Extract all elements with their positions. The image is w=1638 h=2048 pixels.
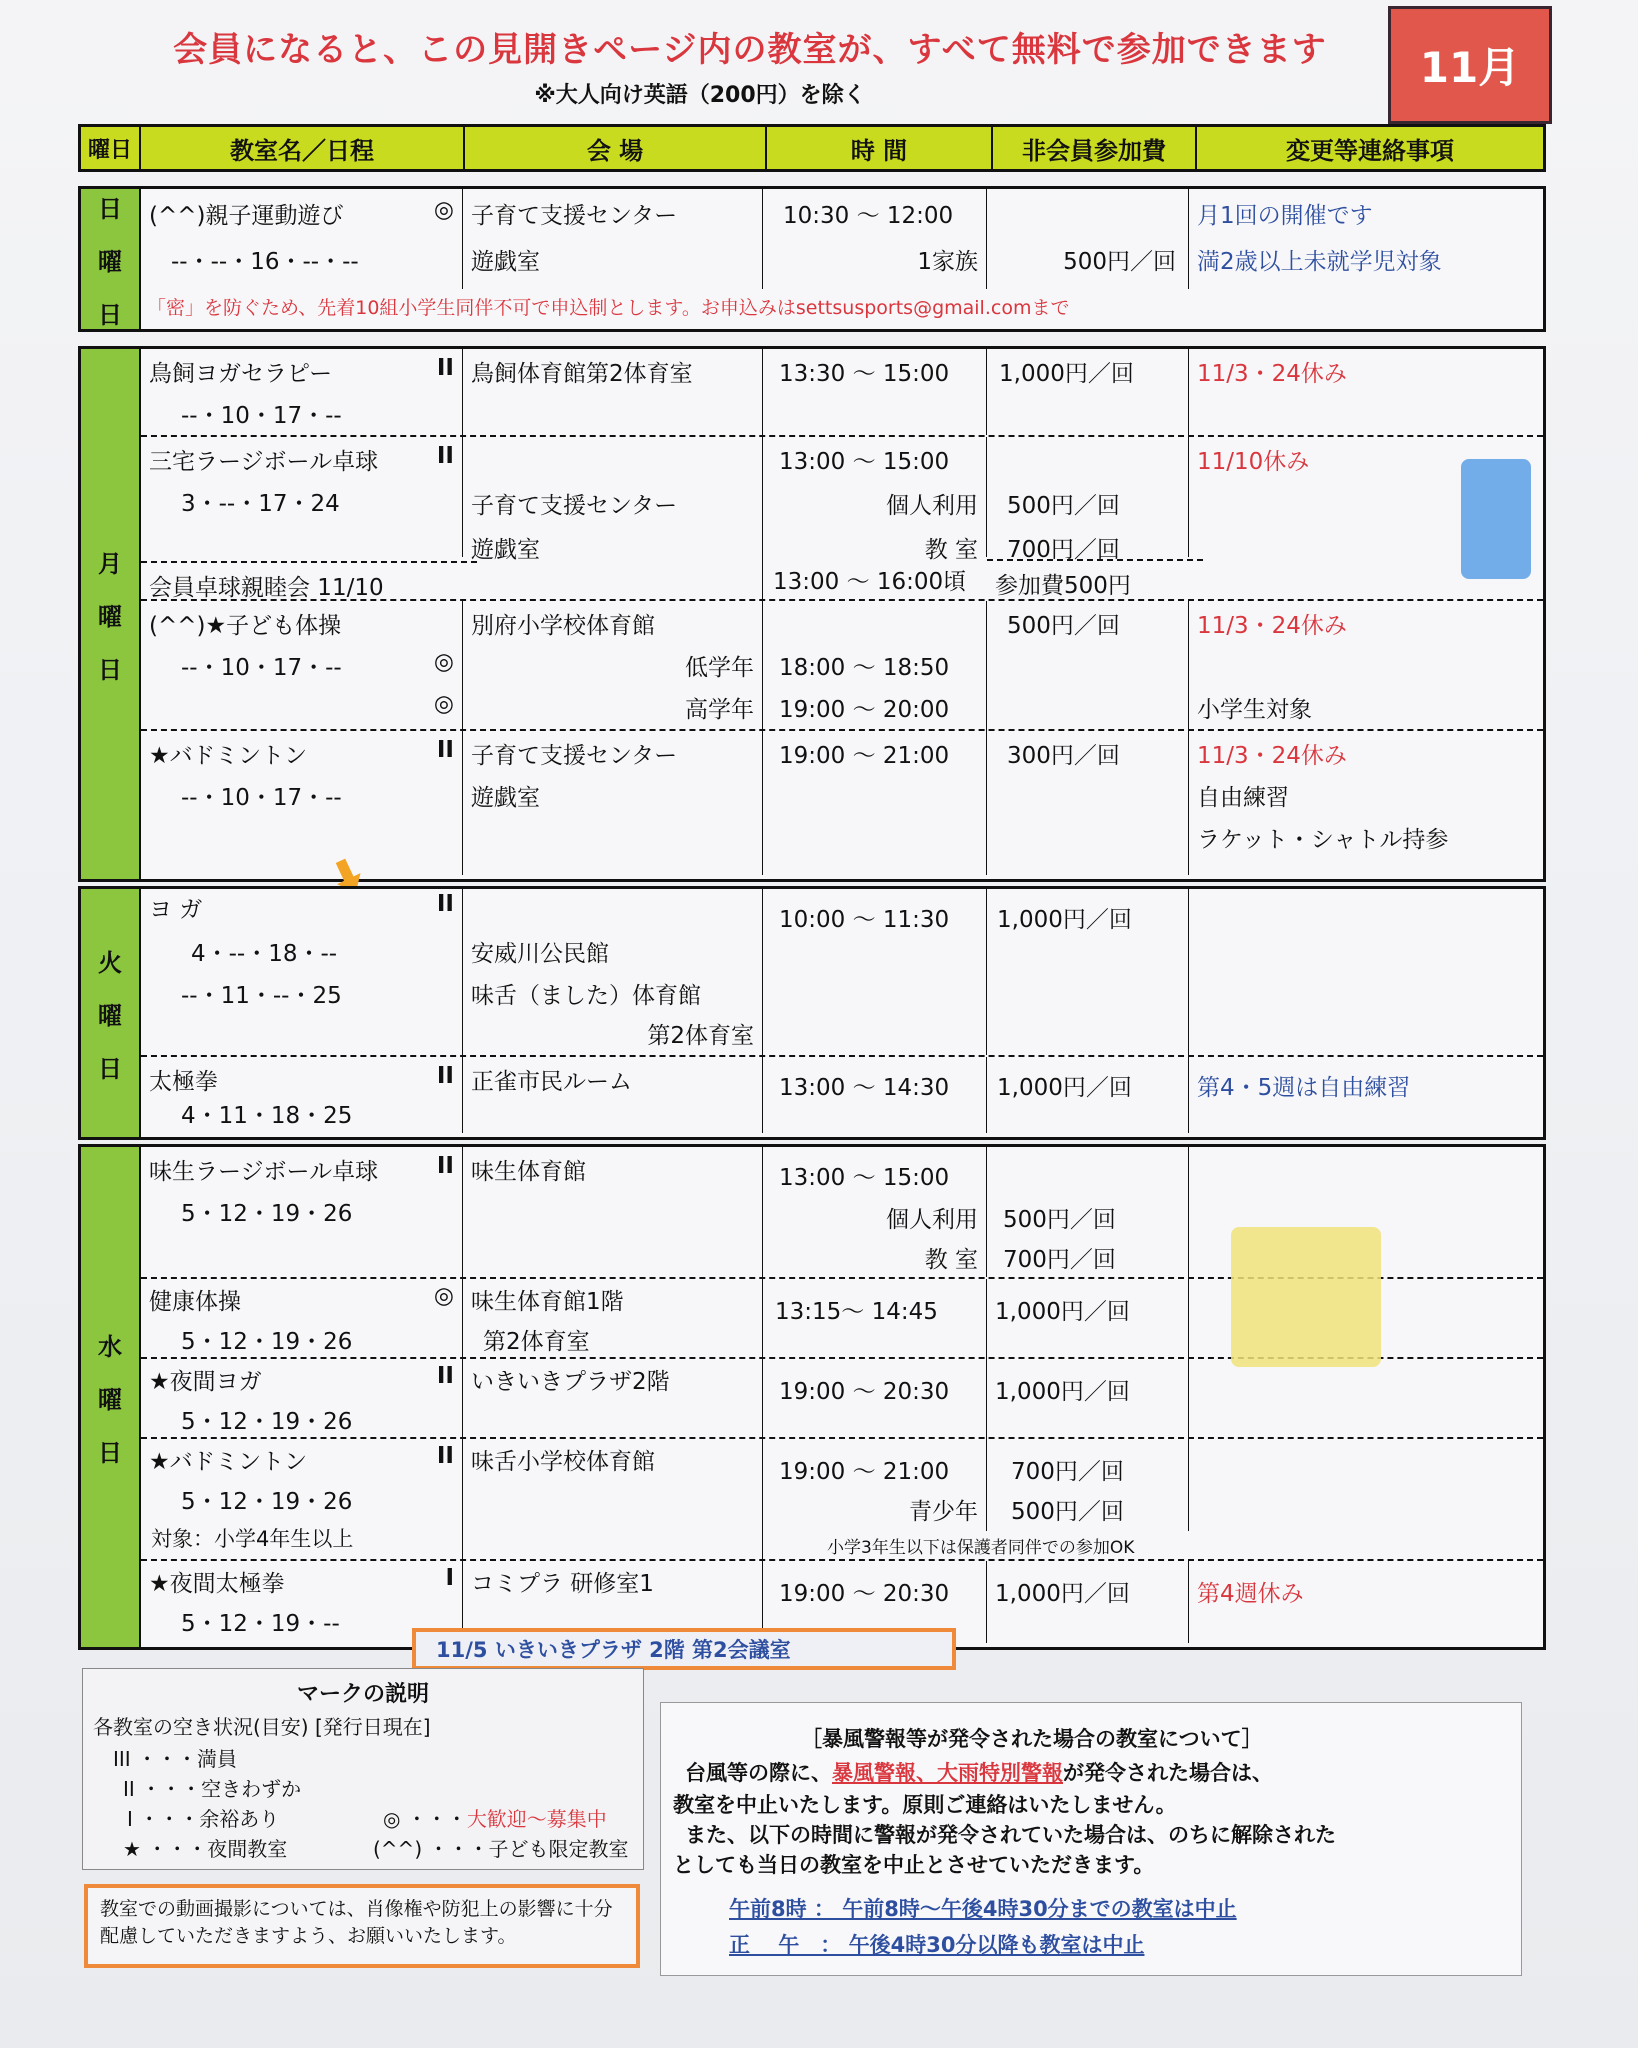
legend-title: マークの説明 xyxy=(296,1682,429,1707)
availability-mark: II xyxy=(436,891,454,917)
venue: 味生体育館 xyxy=(471,1159,586,1185)
month-badge: 11月 xyxy=(1388,6,1552,124)
header-day: 曜日 xyxy=(81,127,141,169)
class-dates: --・10・17・-- xyxy=(181,655,342,681)
storm-title: ［暴風警報等が発令された場合の教室について］ xyxy=(801,1727,1263,1751)
availability-mark: II xyxy=(436,737,454,763)
full-mark-icon: III xyxy=(113,1747,131,1771)
fee-category: 教 室 xyxy=(924,1247,978,1273)
venue: いきいきプラザ2階 xyxy=(471,1369,670,1395)
time: 13:30 〜 15:00 xyxy=(779,361,950,387)
table-row xyxy=(141,729,1543,875)
venue-room: 第2体育室 xyxy=(647,1023,754,1049)
mark-legend: マークの説明 各教室の空き状況(目安) [発行日現在] III ・・・満員 II ・・・空きわずか I ・・・余裕あり ★ ・・・夜間教室 ◎ ・・・大歓迎〜募集中 (^^) ・・・子ども限定教室 xyxy=(82,1668,644,1870)
sunday-block xyxy=(78,186,1546,332)
time: 10:30 〜 12:00 xyxy=(783,203,954,229)
fee: 参加費500円 xyxy=(987,559,1203,606)
availability-mark: II xyxy=(436,355,454,381)
availability-mark: II xyxy=(436,1443,454,1469)
venue: 安威川公民館 xyxy=(471,941,609,967)
table-header xyxy=(78,124,1546,172)
rule-noon: 正 午 ： 午後4時30分以降も教室は中止 xyxy=(729,1933,1145,1957)
class-dates: --・--・16・--・-- xyxy=(171,249,359,275)
availability-mark: ◎ xyxy=(433,649,454,675)
membership-banner: 会員になると、この見開きページ内の教室が、すべて無料で参加できます xyxy=(173,30,1327,70)
fee: 700円／回 xyxy=(1003,1247,1116,1273)
venue: 別府小学校体育館 xyxy=(471,613,655,639)
note: 自由練習 xyxy=(1197,785,1289,811)
note: 第4週休み xyxy=(1197,1581,1304,1607)
rule-8am: 午前8時 ： 午前8時〜午後4時30分までの教室は中止 xyxy=(729,1897,1237,1921)
fee: 1,000円／回 xyxy=(995,1379,1130,1405)
venue: 味舌（ました）体育館 xyxy=(471,983,701,1009)
note: 11/3・24休み xyxy=(1197,613,1347,639)
class-name: 太極拳 xyxy=(149,1069,218,1095)
header-venue: 会 場 xyxy=(465,127,767,169)
availability-mark: ◎ xyxy=(433,691,454,717)
guardian-note: 小学3年生以下は保護者同伴での参加OK xyxy=(827,1538,1135,1558)
table-row xyxy=(141,1357,1543,1439)
filming-notice: 教室での動画撮影については、肖像権や防犯上の影響に十分配慮していただきますよう、お願いいたします。 xyxy=(84,1884,640,1968)
class-name: (^^)★子ども体操 xyxy=(149,613,342,639)
availability-mark: II xyxy=(436,1363,454,1389)
time: 10:00 〜 11:30 xyxy=(779,907,950,933)
warning-types: 暴風警報、大雨特別警報 xyxy=(832,1761,1063,1785)
registration-note: 「密」を防ぐため、先着10組小学生同伴不可で申込制とします。お申込みはsettsusports@gmail.comまで xyxy=(147,297,1070,319)
fee: 1,000円／回 xyxy=(999,361,1134,387)
venue: 味生体育館1階 xyxy=(471,1289,624,1315)
wednesday-block xyxy=(78,1144,1546,1650)
class-dates: 5・12・19・-- xyxy=(181,1611,340,1637)
star-icon: ★ xyxy=(123,1837,141,1861)
time: 19:00 〜 20:30 xyxy=(779,1581,950,1607)
availability-mark: ◎ xyxy=(433,197,454,223)
exception-note: ※大人向け英語（200円）を除く xyxy=(534,83,866,108)
table-row xyxy=(141,1437,1543,1561)
fee-category: 教 室 xyxy=(924,537,978,563)
fee: 700円／回 xyxy=(1011,1459,1124,1485)
class-name: ★バドミントン xyxy=(149,1449,308,1475)
table-row xyxy=(141,435,1543,601)
class-name: ★夜間ヨガ xyxy=(149,1369,262,1395)
venue: 正雀市民ルーム xyxy=(471,1069,632,1095)
class-dates: 5・12・19・26 xyxy=(181,1201,353,1227)
venue: 子育て支援センター xyxy=(471,743,678,769)
venue-change-callout: 11/5 いきいきプラザ 2階 第2会議室 xyxy=(412,1628,956,1670)
time: 13:00 〜 15:00 xyxy=(779,449,950,475)
fee-category: 青少年 xyxy=(909,1499,978,1525)
class-dates: 4・11・18・25 xyxy=(181,1103,353,1129)
day-label-monday: 月 曜 日 xyxy=(81,349,141,879)
venue-room: 第2体育室 xyxy=(483,1329,590,1355)
table-row xyxy=(141,349,1543,435)
class-dates: 5・12・19・26 xyxy=(181,1409,353,1435)
class-name: ★バドミントン xyxy=(149,743,308,769)
time: 19:00 〜 20:00 xyxy=(779,697,950,723)
kids-face-icon: (^^) xyxy=(373,1837,423,1861)
fee-category: 個人利用 xyxy=(886,1207,978,1233)
fee-category: 個人利用 xyxy=(886,493,978,519)
table-row xyxy=(141,189,1543,289)
venue-room: 遊戯室 xyxy=(471,249,540,275)
fee: 1,000円／回 xyxy=(997,1075,1132,1101)
class-name: 三宅ラージボール卓球 xyxy=(149,449,379,475)
fee: 500円／回 xyxy=(1063,249,1176,275)
ping-pong-illustration xyxy=(1461,459,1531,579)
header-notes: 変更等連絡事項 xyxy=(1286,136,1454,165)
venue: 子育て支援センター xyxy=(471,493,678,519)
availability-mark: II xyxy=(436,1063,454,1089)
time: 13:15〜 14:45 xyxy=(775,1299,938,1325)
venue: コミプラ 研修室1 xyxy=(471,1571,654,1597)
venue: 子育て支援センター xyxy=(471,203,678,229)
target-note: 対象：小学4年生以上 xyxy=(151,1527,354,1551)
note: 満2歳以上未就学児対象 xyxy=(1197,249,1442,275)
note: 11/3・24休み xyxy=(1197,743,1347,769)
available-mark-icon: I xyxy=(127,1807,133,1831)
time: 13:00 〜 16:00頃 xyxy=(773,569,967,595)
time: 18:00 〜 18:50 xyxy=(779,655,950,681)
legend-subtitle: 各教室の空き状況(目安) [発行日現在] xyxy=(93,1715,431,1739)
fee: 1,000円／回 xyxy=(995,1299,1130,1325)
day-label-wednesday: 水 曜 日 xyxy=(81,1147,141,1647)
availability-mark: ◎ xyxy=(433,1283,454,1309)
fee: 500円／回 xyxy=(1007,613,1120,639)
double-circle-icon: ◎ xyxy=(383,1807,401,1831)
grade-label: 低学年 xyxy=(685,655,754,681)
note: 月1回の開催です xyxy=(1197,203,1373,229)
fee: 500円／回 xyxy=(1003,1207,1116,1233)
class-name: (^^)親子運動遊び xyxy=(149,203,344,229)
time: 19:00 〜 21:00 xyxy=(779,1459,950,1485)
class-name: 鳥飼ヨガセラピー xyxy=(149,361,333,387)
day-label-tuesday: 火 曜 日 xyxy=(81,889,141,1137)
venue-room: 遊戯室 xyxy=(471,537,540,563)
class-name: ヨ ガ xyxy=(149,897,203,923)
exercise-illustration xyxy=(1231,1227,1381,1367)
class-dates: 5・12・19・26 xyxy=(181,1489,353,1515)
class-dates: --・11・--・25 xyxy=(181,983,342,1009)
availability-mark: II xyxy=(436,1153,454,1179)
venue: 味舌小学校体育館 xyxy=(471,1449,655,1475)
note: 11/3・24休み xyxy=(1197,361,1347,387)
time: 19:00 〜 20:30 xyxy=(779,1379,950,1405)
class-dates: 5・12・19・26 xyxy=(181,1329,353,1355)
class-dates: --・10・17・-- xyxy=(181,403,342,429)
note: 小学生対象 xyxy=(1197,697,1312,723)
class-name: ★夜間太極拳 xyxy=(149,1571,285,1597)
note: 11/10休み xyxy=(1197,449,1310,475)
venue: 鳥飼体育館第2体育室 xyxy=(471,361,693,387)
class-dates: --・10・17・-- xyxy=(181,785,342,811)
class-name: 味生ラージボール卓球 xyxy=(149,1159,379,1185)
member-event: 会員卓球親睦会 11/10 xyxy=(141,561,477,608)
availability-mark: I xyxy=(445,1565,454,1591)
fee-unit: 1家族 xyxy=(917,249,978,275)
availability-mark: II xyxy=(436,443,454,469)
tuesday-block xyxy=(78,886,1546,1140)
day-label-sunday: 日 曜 日 xyxy=(81,189,141,329)
fee: 1,000円／回 xyxy=(995,1581,1130,1607)
storm-warning-notice: ［暴風警報等が発令された場合の教室について］ 台風等の際に、暴風警報、大雨特別警報が発令された場合は、 教室を中止いたします。原則ご連絡はいたしません。 また、以下の時間に警報が発令されていた場合は、のちに解除された としても当日の教室を中止とさせていただきます。 午前8時 ： 午前8時〜午後4時30分までの教室は中止 正 午 ： 午後4時30分以降も教室は中止 xyxy=(660,1702,1522,1976)
note: ラケット・シャトル持参 xyxy=(1197,827,1449,853)
header-class: 教室名／日程 xyxy=(141,127,465,169)
note: 第4・5週は自由練習 xyxy=(1197,1075,1411,1101)
venue-room: 遊戯室 xyxy=(471,785,540,811)
fee: 500円／回 xyxy=(1011,1499,1124,1525)
class-dates: 4・--・18・-- xyxy=(191,941,338,967)
table-row xyxy=(141,1055,1543,1133)
time: 13:00 〜 15:00 xyxy=(779,1165,950,1191)
class-name: 健康体操 xyxy=(149,1289,241,1315)
time: 19:00 〜 21:00 xyxy=(779,743,950,769)
fee: 500円／回 xyxy=(1007,493,1120,519)
header-fee: 非会員参加費 xyxy=(993,127,1197,169)
fee: 700円／回 xyxy=(1007,537,1120,563)
grade-label: 高学年 xyxy=(685,697,754,723)
monday-block xyxy=(78,346,1546,882)
table-row xyxy=(141,889,1543,1055)
fee: 300円／回 xyxy=(1007,743,1120,769)
few-seats-mark-icon: II xyxy=(123,1777,135,1801)
class-dates: 3・--・17・24 xyxy=(181,491,340,517)
header-time: 時 間 xyxy=(767,127,993,169)
table-row xyxy=(141,599,1543,731)
fee: 1,000円／回 xyxy=(997,907,1132,933)
time: 13:00 〜 14:30 xyxy=(779,1075,950,1101)
